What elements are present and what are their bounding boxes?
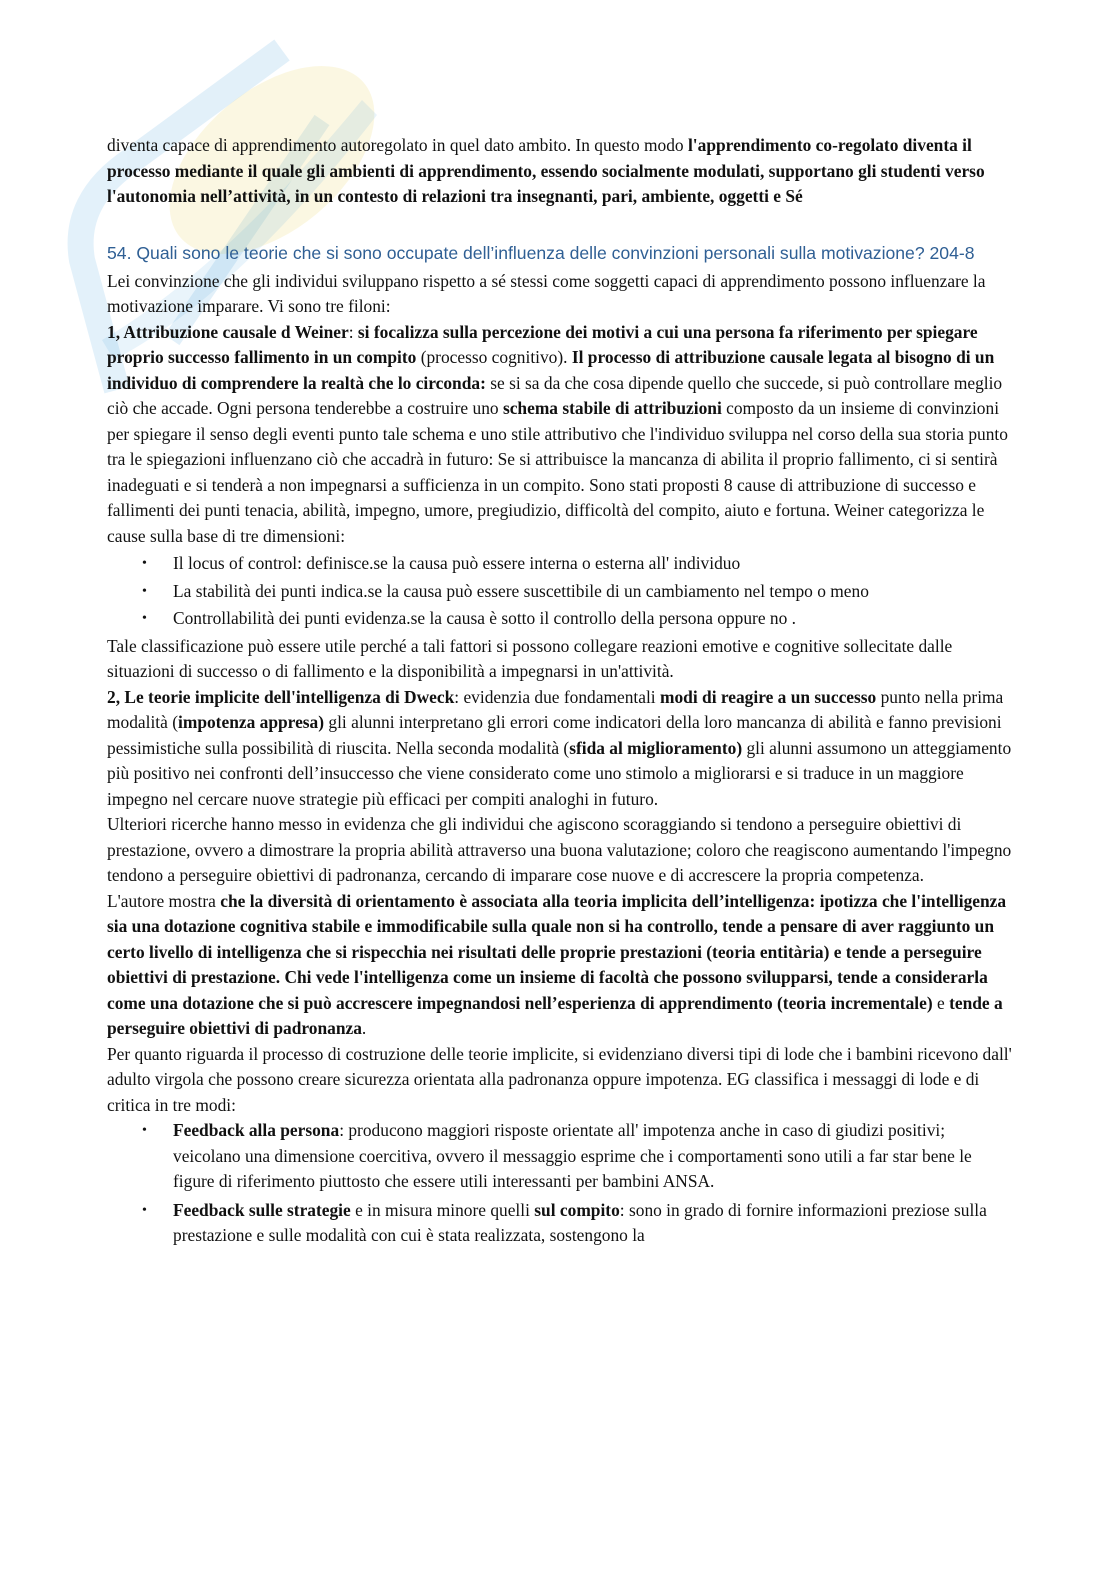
feedback-list <box>107 1118 1012 1249</box>
lode-paragraph: Per quanto riguarda il processo di costruzione delle teorie implicite, si evidenziano diversi tipi di lode che i bambini ricevono dall' adulto virgola che possono creare sicurezza orientata alla padronanza oppure impotenza. EG classifica i messaggi di lode e di critica in tre modi: <box>107 1043 1012 1115</box>
dimensions-list <box>107 549 1012 632</box>
bullet-icon: • <box>142 1123 147 1138</box>
autore-bold-2: tende a perseguire obiettivi di padronanza <box>107 992 1003 1038</box>
list-item <box>142 579 1012 605</box>
weiner-text-3: se si sa da che cosa dipende quello che succede, si può controllare meglio ciò che accade. Ogni persona tenderebbe a costruire uno <box>107 372 1003 418</box>
intro-paragraph <box>107 133 1012 210</box>
weiner-bold-3: Il processo di attribuzione causale legata al bisogno di un individuo di comprendere la realtà che lo circonda: <box>107 347 995 393</box>
bullet-icon: • <box>142 556 147 571</box>
dweck-bold-2: modi di reagire a un successo <box>659 686 877 707</box>
classification-paragraph: Tale classificazione può essere utile perché a tali fattori si possono collegare reazioni emotive e cognitive sollecitate dalle situazioni di successo o di fallimento e la disponibilità a impegnarsi in un'attività. <box>107 635 953 681</box>
dweck-bold-4: sfida al miglioramento) <box>569 737 743 758</box>
list-item-text: Il locus of control: definisce.se la causa può essere interna o esterna all' individuo <box>173 553 741 573</box>
dweck-bold-3: impotenza appresa) <box>178 712 325 732</box>
dweck-text-3: gli alunni interpretano gli errori come indicatori della loro mancanza di abilità e fanno previsioni pessimistiche sulla possibilità di riuscita. Nella seconda modalità ( <box>107 712 1002 758</box>
list-item <box>142 606 1012 632</box>
autore-text-2: e <box>932 992 950 1013</box>
list-item <box>142 551 1012 577</box>
autore-paragraph <box>107 889 1012 1042</box>
dweck-text-4: gli alunni assumono un atteggiamento più positivo nei confronti dell’insuccesso che viene considerato come uno stimolo a migliorarsi e si traduce in un maggiore impegno nel cercare nuove strategie più efficaci per compiti analoghi in futuro. <box>107 737 1012 809</box>
autore-text-3: . <box>361 1018 367 1038</box>
intro-text: diventa capace di apprendimento autoregolato in quel dato ambito. In questo modo <box>107 135 688 155</box>
weiner-text-2: (processo cognitivo). <box>416 347 572 367</box>
dweck-paragraph <box>107 685 1012 813</box>
bullet-icon: • <box>142 583 147 599</box>
feedback-text-2: : sono in grado di fornire informazioni preziose sulla prestazione e sulle modalità con cui è stata realizzata, sostengono la <box>173 1199 987 1245</box>
feedback-text: e in misura minore quelli <box>350 1199 535 1220</box>
feedback-title: Feedback alla persona <box>173 1120 340 1140</box>
intro-filoni-paragraph: Lei convinzione che gli individui sviluppano rispetto a sé stessi come soggetti capaci di apprendimento possono influenzare la motivazione imparare. Vi sono tre filoni: <box>107 270 986 316</box>
ricerche-paragraph: Ulteriori ricerche hanno messo in evidenza che gli individui che agiscono scoraggiando si tendono a perseguire obiettivi di prestazione, ovvero a dimostrare la propria abilità attraverso una buona valutazione; coloro che reagiscono aumentando l'impegno tendono a perseguire obiettivi di padronanza, cercando di imparare cose nuove e di accrescere la propria competenza. <box>107 814 1012 885</box>
weiner-bold-2: si focalizza sulla percezione dei motivi a cui una persona fa riferimento per spiegare proprio successo fallimento in un compito <box>107 321 978 367</box>
autore-text-1: L'autore mostra <box>107 890 221 911</box>
list-item-text: Controllabilità dei punti evidenza.se la causa è sotto il controllo della persona oppure no . <box>173 608 796 628</box>
bullet-icon: • <box>142 1202 147 1218</box>
intro-bold-text: l'apprendimento co-regolato diventa il processo mediante il quale gli ambienti di apprendimento, essendo socialmente modulati, supportano gli studenti verso l'autonomia nell’attività, in un contesto di relazioni tra insegnanti, pari, ambiente, oggetti e Sé <box>107 135 985 206</box>
list-item <box>142 1118 1012 1195</box>
dweck-text-1: : evidenzia due fondamentali <box>454 686 660 707</box>
list-item-text: La stabilità dei punti indica.se la causa può essere suscettibile di un cambiamento nel tempo o meno <box>173 580 869 601</box>
feedback-title: Feedback sulle strategie <box>173 1199 351 1220</box>
list-item <box>142 1198 1012 1249</box>
feedback-bold: sul compito <box>534 1199 620 1220</box>
question-heading: 54. Quali sono le teorie che si sono occupate dell’influenza delle convinzioni personali sulla motivazione? 204-8 <box>107 242 975 263</box>
dweck-title: 2, Le teorie implicite dell'intelligenza di Dweck <box>107 686 455 707</box>
autore-bold-1: che la diversità di orientamento è associata alla teoria implicita dell’intelligenza: ipotizza che l'intelligenza sia una dotazione cognitiva stabile e immodificabile sulla quale non si ha controllo, tende a pensare di aver raggiunto un certo livello di intelligenza che si rispecchia nei risultati delle proprie prestazioni (teoria entitària) e tende a perseguire obiettivi di prestazione. Chi vede l'intelligenza come un insieme di facoltà che possono svilupparsi, tende a considerarla come una dotazione che si può accrescere impegnandosi nell’esperienza di apprendimento (teoria incrementale) <box>107 890 1007 1013</box>
weiner-title: 1, Attribuzione causale d Weiner <box>107 321 349 342</box>
weiner-paragraph <box>107 320 1012 550</box>
bullet-icon: • <box>142 611 147 626</box>
dweck-text-2: punto nella prima modalità ( <box>107 686 1004 732</box>
feedback-text: : producono maggiori risposte orientate all' impotenza anche in caso di giudizi positivi; veicolano una dimensione coercitiva, ovvero il messaggio esprime che i comportamenti sono utili a far star bene le figure di riferimento piuttosto che essere utili interessanti per bambini ANSA. <box>173 1120 972 1191</box>
weiner-text-4: composto da un insieme di convinzioni per spiegare il senso degli eventi punto tale schema e uno stile attributivo che l'individuo sviluppa nel corso della sua storia punto tra le spiegazioni influenzano ciò che accadrà in futuro: Se si attribuisce la mancanza di abilita il proprio fallimento, ci si sentirà inadeguati e si tenderà a non impegnarsi a sufficienza in un compito. Sono stati proposti 8 cause di attribuzione di successo e fallimenti dei punti tenacia, abilità, impegno, umore, pregiudizio, difficoltà del compito, aiuto e fortuna. Weiner categorizza le cause sulla base di tre dimensioni: <box>107 398 1008 546</box>
document-page <box>107 133 1012 1252</box>
weiner-text-1: : <box>348 321 358 342</box>
weiner-bold-4: schema stabile di attribuzioni <box>502 398 722 418</box>
